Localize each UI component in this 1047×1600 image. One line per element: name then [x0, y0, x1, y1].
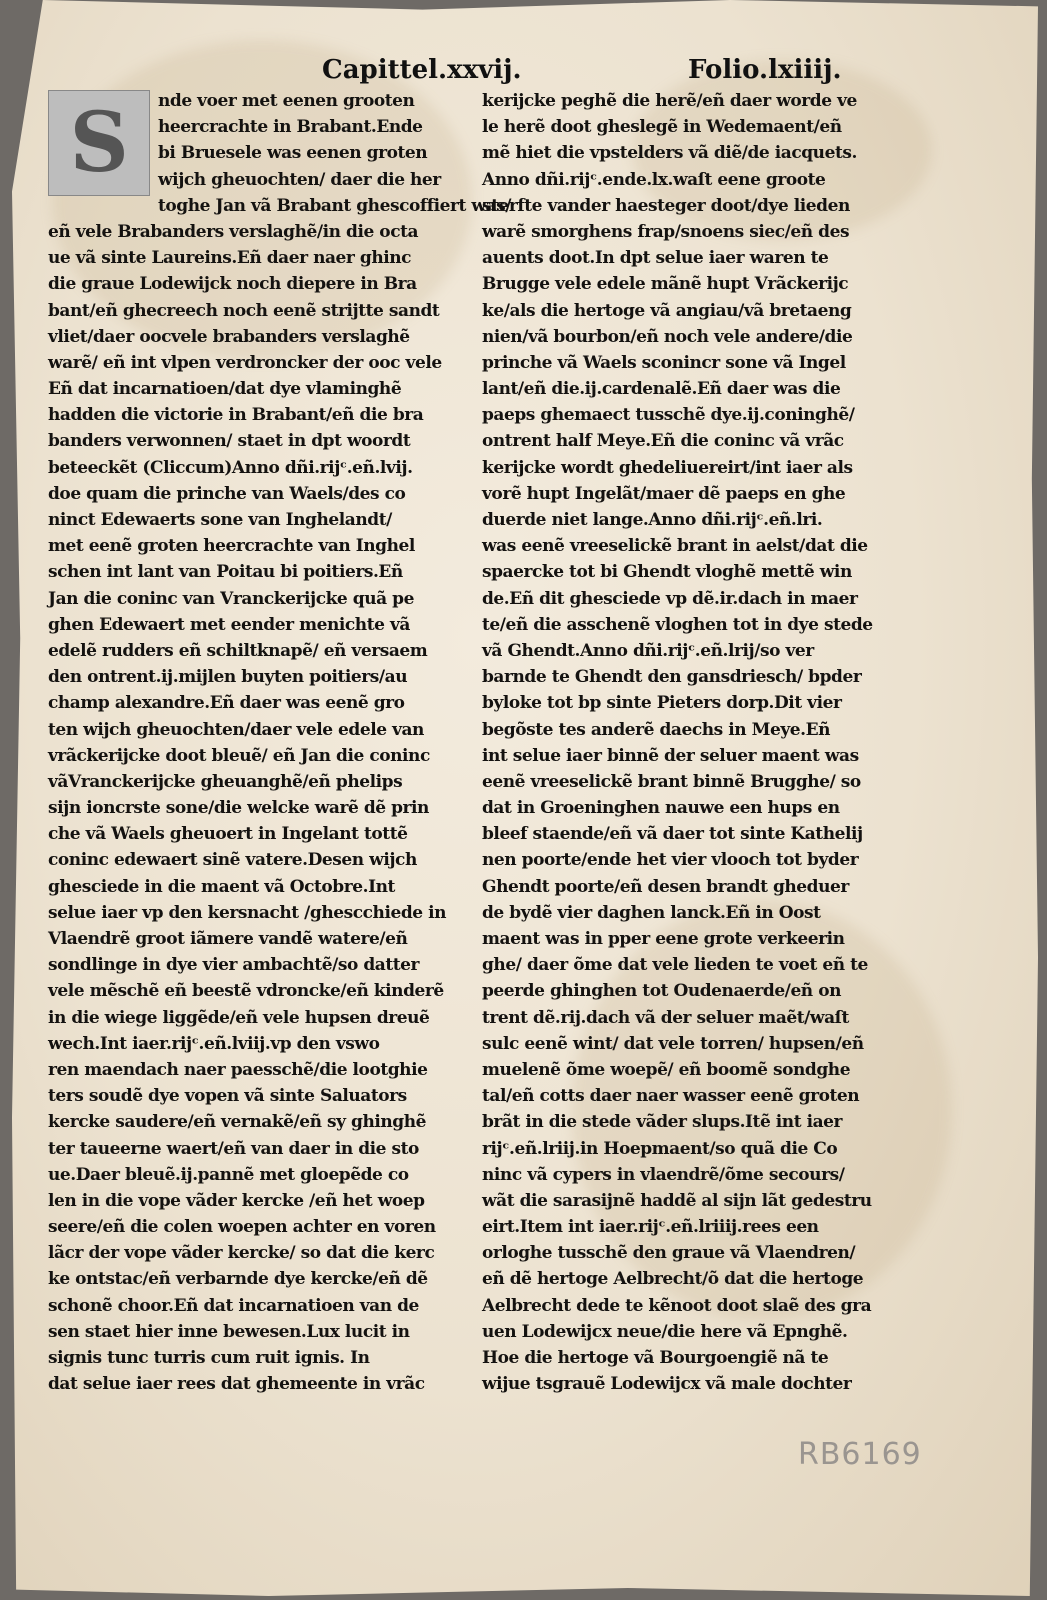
- text-line: nien/vã bourbon/eñ noch vele andere/die: [482, 326, 853, 347]
- text-line: bi Bruesele was eenen groten: [158, 143, 428, 164]
- text-line: brãt in die stede vãder slups.Itẽ int iaer: [482, 1112, 843, 1133]
- text-line: warẽ/ eñ int vlpen verdroncker der ooc vele: [48, 352, 442, 373]
- text-line: paeps ghemaect tusschẽ dye.ij.coninghẽ/: [482, 405, 855, 426]
- text-line: barnde te Ghendt den gansdriesch/ bpder: [482, 667, 862, 688]
- text-line: begõste tes anderẽ daechs in Meye.Eñ: [482, 719, 831, 740]
- text-line: selue iaer vp den kersnacht /ghescchiede in: [48, 902, 447, 923]
- text-line: te/eñ die asschenẽ vloghen tot in dye stede: [482, 614, 873, 635]
- text-line: sen staet hier inne bewesen.Lux lucit in: [48, 1321, 410, 1342]
- text-line: sijn ioncrste sone/die welcke warẽ dẽ prin: [48, 798, 429, 819]
- text-line: tal/eñ cotts daer naer wasser eenẽ groten: [482, 1086, 860, 1107]
- text-line: beteeckẽt (Cliccum)Anno dñi.rijᶜ.eñ.lvij.: [48, 457, 413, 478]
- text-line: spaercke tot bi Ghendt vloghẽ mettẽ win: [482, 562, 852, 583]
- text-line: ninc vã cypers in vlaendrẽ/õme secours/: [482, 1164, 845, 1185]
- text-line: doe quam die prinche van Waels/des co: [48, 483, 406, 504]
- text-line: prinche vã Waels sconincr sone vã Ingel: [482, 352, 846, 373]
- text-line: wãt die sarasijnẽ haddẽ al sijn lãt gedestru: [482, 1190, 872, 1211]
- text-line: vorẽ hupt Ingelãt/maer dẽ paeps en ghe: [482, 483, 846, 504]
- text-line: nen poorte/ende het vier vlooch tot byder: [482, 850, 859, 871]
- text-line: was eenẽ vreeselickẽ brant in aelst/dat die: [482, 536, 868, 557]
- text-line: vrãckerijcke doot bleuẽ/ eñ Jan die coninc: [48, 745, 430, 766]
- text-line: ue vã sinte Laureins.Eñ daer naer ghinc: [48, 248, 412, 269]
- text-line: ren maendach naer paesschẽ/die lootghie: [48, 1059, 428, 1080]
- chapter-header: Capittel.xxvij.: [322, 55, 522, 85]
- text-line: hadden die victorie in Brabant/eñ die bra: [48, 405, 424, 426]
- text-line: Brugge vele edele mãnẽ hupt Vrãckerijc: [482, 274, 849, 295]
- text-line: eñ dẽ hertoge Aelbrecht/õ dat die hertoge: [482, 1269, 864, 1290]
- text-line: sondlinge in dye vier ambachtẽ/so datter: [48, 955, 420, 976]
- text-line: kerijcke wordt ghedeliuereirt/int iaer als: [482, 457, 853, 478]
- text-line: coninc edewaert sinẽ vatere.Desen wijch: [48, 850, 417, 871]
- text-line: vã Ghendt.Anno dñi.rijᶜ.eñ.lrij/so ver: [482, 640, 814, 661]
- text-line: sulc eenẽ wint/ dat vele torren/ hupsen/eñ: [482, 1033, 864, 1054]
- text-line: Ghendt poorte/eñ desen brandt gheduer: [482, 876, 849, 897]
- text-line: Aelbrecht dede te kẽnoot doot slaẽ des gra: [482, 1295, 872, 1316]
- text-line: ghe/ daer õme dat vele lieden te voet eñ te: [482, 955, 868, 976]
- text-line: die graue Lodewijck noch diepere in Bra: [48, 274, 417, 295]
- text-line: uen Lodewijcx neue/die here vã Epnghẽ.: [482, 1321, 848, 1342]
- drop-cap-initial: S: [48, 90, 150, 196]
- text-line: sterfte vander haesteger doot/dye lieden: [482, 195, 850, 216]
- text-line: vele mẽschẽ eñ beestẽ vdroncke/eñ kinderẽ: [48, 981, 444, 1002]
- text-line: ters soudẽ dye vopen vã sinte Saluators: [48, 1086, 407, 1107]
- text-line: rijᶜ.eñ.lriij.in Hoepmaent/so quã die Co: [482, 1138, 838, 1159]
- text-line: kercke saudere/eñ vernakẽ/eñ sy ghinghẽ: [48, 1112, 427, 1133]
- text-line: Hoe die hertoge vã Bourgoengiẽ nã te: [482, 1348, 829, 1368]
- text-line: lant/eñ die.ij.cardenalẽ.Eñ daer was die: [482, 379, 841, 400]
- text-line: seere/eñ die colen woepen achter en voren: [48, 1217, 436, 1238]
- text-line: orloghe tusschẽ den graue vã Vlaendren/: [482, 1243, 856, 1264]
- text-line: eenẽ vreeselickẽ brant binnẽ Brugghe/ so: [482, 771, 861, 792]
- text-line: vãVranckerijcke gheuanghẽ/eñ phelips: [48, 771, 403, 792]
- text-line: ke/als die hertoge vã angiau/vã bretaeng: [482, 300, 852, 321]
- text-line: schonẽ choor.Eñ dat incarnatioen van de: [48, 1295, 419, 1316]
- text-line: vliet/daer oocvele brabanders verslaghẽ: [48, 326, 410, 347]
- text-line: kerijcke peghẽ die herẽ/eñ daer worde ve: [482, 91, 857, 111]
- text-line: Jan die coninc van Vranckerijcke quã pe: [48, 588, 414, 609]
- text-line: schen int lant van Poitau bi poitiers.Eñ: [48, 562, 403, 583]
- text-line: banders verwonnen/ staet in dpt woordt: [48, 431, 411, 452]
- text-line: ten wijch gheuochten/daer vele edele van: [48, 719, 424, 740]
- text-line: muelenẽ õme woepẽ/ eñ boomẽ sondghe: [482, 1059, 851, 1080]
- text-line: bleef staende/eñ vã daer tot sinte Kathelij: [482, 824, 863, 845]
- text-line: signis tunc turris cum ruit ignis. In: [48, 1348, 370, 1368]
- text-line: ontrent half Meye.Eñ die coninc vã vrãc: [482, 431, 844, 452]
- text-line: ghesciede in die maent vã Octobre.Int: [48, 876, 395, 897]
- text-line: trent dẽ.rij.dach vã der seluer maẽt/waſt: [482, 1007, 849, 1028]
- text-line: che vã Waels gheuoert in Ingelant tottẽ: [48, 824, 408, 845]
- text-line: wijue tsgrauẽ Lodewijcx vã male dochter: [482, 1374, 852, 1395]
- text-line: eirt.Item int iaer.rijᶜ.eñ.lriiij.rees een: [482, 1217, 819, 1238]
- shelfmark: RB6169: [798, 1437, 922, 1472]
- right-text-column: [482, 88, 902, 1397]
- text-line: Vlaendrẽ groot iãmere vandẽ watere/eñ: [48, 929, 408, 949]
- text-line: le herẽ doot gheslegẽ in Wedemaent/eñ: [482, 117, 842, 138]
- text-line: champ alexandre.Eñ daer was eenẽ gro: [48, 693, 405, 714]
- text-line: dat selue iaer rees dat ghemeente in vrãc: [48, 1374, 425, 1395]
- text-line: maent was in pper eene grote verkeerin: [482, 929, 845, 949]
- text-line: den ontrent.ij.mijlen buyten poitiers/au: [48, 667, 408, 688]
- text-line: duerde niet lange.Anno dñi.rijᶜ.eñ.lri.: [482, 510, 823, 530]
- text-line: bant/eñ ghecreech noch eenẽ strijtte sandt: [48, 300, 440, 321]
- text-line: auents doot.In dpt selue iaer waren te: [482, 248, 829, 269]
- text-line: peerde ghinghen tot Oudenaerde/eñ on: [482, 981, 841, 1002]
- text-line: Anno dñi.rijᶜ.ende.lx.waſt eene groote: [482, 169, 826, 190]
- text-line: heercrachte in Brabant.Ende: [158, 117, 423, 138]
- text-line: met eenẽ groten heercrachte van Inghel: [48, 536, 415, 557]
- text-line: mẽ hiet die vpstelders vã diẽ/de iacquets.: [482, 143, 857, 164]
- text-line: lãcr der vope vãder kercke/ so dat die kerc: [48, 1243, 435, 1264]
- text-line: ke ontstac/eñ verbarnde dye kercke/eñ dẽ: [48, 1269, 428, 1290]
- text-line: wijch gheuochten/ daer die her: [158, 169, 441, 190]
- folio-header: Folio.lxiiij.: [688, 55, 842, 85]
- text-line: eñ vele Brabanders verslaghẽ/in die octa: [48, 221, 419, 242]
- left-text-column: [48, 88, 511, 1397]
- text-line: Eñ dat incarnatioen/dat dye vlaminghẽ: [48, 379, 402, 400]
- text-line: ter taueerne waert/eñ van daer in die sto: [48, 1138, 419, 1159]
- text-line: toghe Jan vã Brabant ghescoffiert was/: [158, 195, 511, 216]
- text-line: warẽ smorghens frap/snoens siec/eñ des: [482, 221, 850, 242]
- text-line: ninct Edewaerts sone van Inghelandt/: [48, 510, 392, 530]
- text-line: in die wiege liggẽde/eñ vele hupsen dreuẽ: [48, 1007, 430, 1028]
- text-line: byloke tot bp sinte Pieters dorp.Dit vier: [482, 693, 842, 714]
- text-line: ghen Edewaert met eender menichte vã: [48, 614, 410, 635]
- text-line: dat in Groeninghen nauwe een hups en: [482, 798, 840, 819]
- text-line: edelẽ rudders eñ schiltknapẽ/ eñ versaem: [48, 640, 428, 661]
- text-line: nde voer met eenen grooten: [158, 91, 415, 111]
- text-line: len in die vope vãder kercke /eñ het woep: [48, 1190, 425, 1211]
- text-line: de.Eñ dit ghesciede vp dẽ.ir.dach in maer: [482, 588, 858, 609]
- text-line: int selue iaer binnẽ der seluer maent was: [482, 745, 859, 766]
- text-line: wech.Int iaer.rijᶜ.eñ.lviij.vp den vswo: [48, 1033, 380, 1054]
- text-line: de bydẽ vier daghen lanck.Eñ in Oost: [482, 902, 821, 923]
- text-line: ue.Daer bleuẽ.ij.pannẽ met gloepẽde co: [48, 1164, 409, 1185]
